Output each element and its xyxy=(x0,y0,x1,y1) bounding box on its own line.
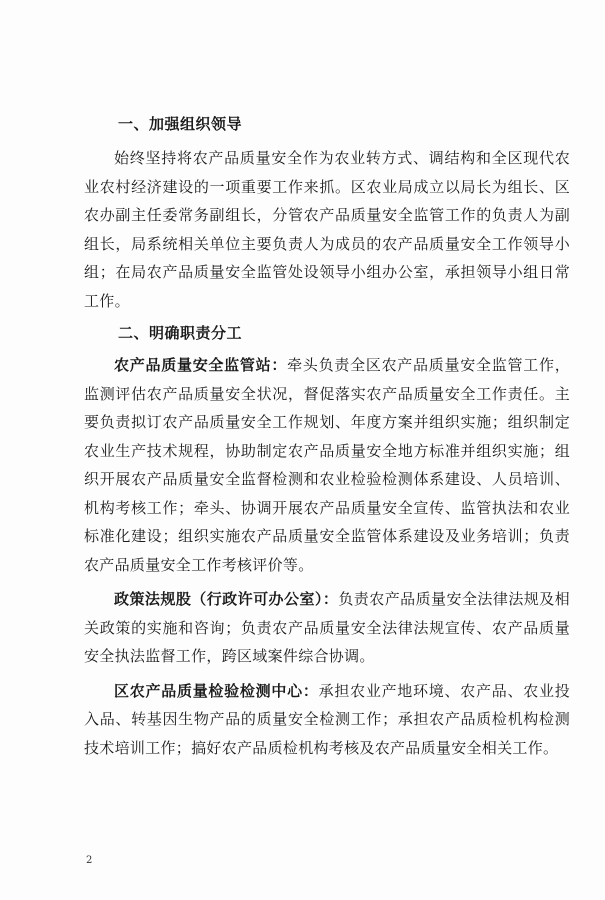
section-1-paragraph-1 xyxy=(84,144,570,315)
paragraph-lead: 区农产品质量检验检测中心： xyxy=(114,681,319,700)
paragraph-text: 始终坚持将农产品质量安全作为农业转方式、调结构和全区现代农业农村经济建设的一项重要工作来抓。区农业局成立以局长为组长、区农办副主任委常务副组长，分管农产品质量安全监管工作的负责人为副组长，局系统相关单位主要负责人为成员的农产品质量安全工作领导小组；在局农产品质量安全监管处设领导小组办公室，承担领导小组日常工作。 xyxy=(84,149,570,310)
section-heading-1: 一、加强组织领导 xyxy=(118,115,243,133)
paragraph-text: 承担农业产地环境、农产品、农业投入品、转基因生物产品的质量安全检测工作；承担农产品质检机构检测技术培训工作；搞好农产品质检机构考核及农产品质量安全相关工作。 xyxy=(84,681,570,757)
paragraph-lead: 农产品质量安全监管站： xyxy=(114,356,288,374)
page-number: 2 xyxy=(86,855,93,866)
section-2-paragraph-1 xyxy=(84,351,570,579)
document-body xyxy=(84,112,570,762)
paragraph-lead: 政策法规股（行政许可办公室）： xyxy=(114,590,339,608)
section-2-paragraph-3 xyxy=(84,677,570,763)
paragraph-text: 负责农产品质量安全法律法规及相关政策的实施和咨询；负责农产品质量安全法律法规宣传、农产品质量安全执法监督工作，跨区域案件综合协调。 xyxy=(84,590,570,665)
section-heading-2: 二、明确职责分工 xyxy=(118,324,243,342)
paragraph-text: 牵头负责全区农产品质量安全监管工作，监测评估农产品质量安全状况，督促落实农产品质量安全工作责任。主要负责拟订农产品质量安全工作规划、年度方案并组织实施；组织制定农业生产技术规程，协助制定农产品质量安全地方标准并组织实施；组织开展农产品质量安全监督检测和农业检验检测体系建设、人员培训、机构考核工作；牵头、协调开展农产品质量安全宣传、监管执法和农业标准化建设；组织实施农产品质量安全监管体系建设及业务培训；负责农产品质量安全工作考核评价等。 xyxy=(84,356,570,574)
section-2-paragraph-2 xyxy=(84,585,570,671)
